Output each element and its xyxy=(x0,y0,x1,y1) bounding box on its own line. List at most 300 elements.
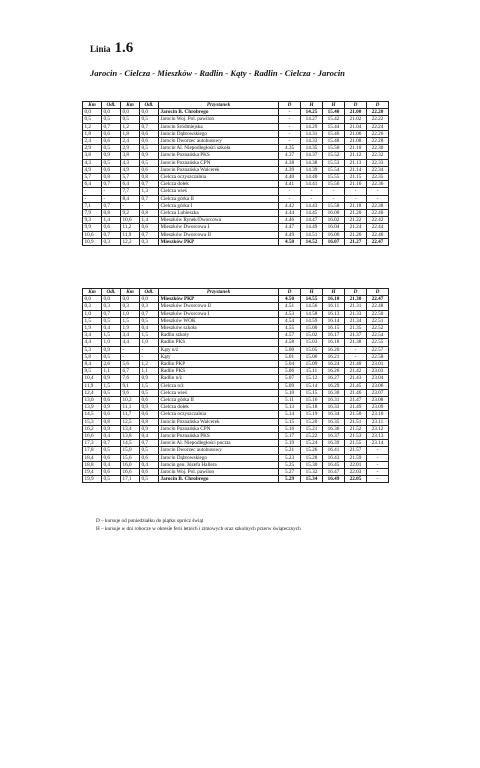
departure-time: 21.50 xyxy=(345,411,367,418)
distance-cell: - xyxy=(140,353,159,360)
distance-cell: 0,7 xyxy=(102,310,121,317)
km-cell: 0,0 xyxy=(121,109,140,116)
departure-time: 22.42 xyxy=(367,217,389,224)
km-cell: 17,3 xyxy=(83,440,102,447)
distance-cell: 0,5 xyxy=(102,389,121,396)
departure-time: 15.22 xyxy=(301,433,323,440)
departure-time: 4.38 xyxy=(279,159,301,166)
departure-time: 21.38 xyxy=(345,339,367,346)
departure-time: 15.18 xyxy=(301,404,323,411)
table-row xyxy=(83,166,389,173)
distance-cell: 0,5 xyxy=(140,389,159,396)
distance-cell: 0,9 xyxy=(102,152,121,159)
departure-time: 16.00 xyxy=(323,210,345,217)
departure-time: 14.49 xyxy=(301,224,323,231)
departure-time: 21.33 xyxy=(345,310,367,317)
stop-name: Cielcza wieś xyxy=(159,389,279,396)
stop-name: Cielcza oczyszczalnia xyxy=(159,411,279,418)
km-cell: 5,7 xyxy=(83,174,102,181)
distance-cell: 1,3 xyxy=(140,188,159,195)
km-cell: 9,6 xyxy=(121,389,140,396)
departure-time: 23.01 xyxy=(367,361,389,368)
km-cell: 11,9 xyxy=(121,231,140,238)
column-header: Odl. xyxy=(140,102,159,109)
km-cell: 1,8 xyxy=(83,130,102,137)
departure-time: 22.36 xyxy=(367,181,389,188)
column-header: Przystanek xyxy=(159,102,279,109)
km-cell: 1,2 xyxy=(83,123,102,130)
km-cell: 14,5 xyxy=(121,440,140,447)
departure-time: 16.47 xyxy=(323,469,345,476)
route-description: Jarocin - Cielcza - Mieszków - Radlin - Kąty - Radlin - Cielcza - Jarocin xyxy=(90,68,345,78)
departure-time: 15.53 xyxy=(323,159,345,166)
km-cell: 16,6 xyxy=(83,433,102,440)
departure-time: 16.39 xyxy=(323,440,345,447)
distance-cell: 0,5 xyxy=(102,145,121,152)
departure-time: 4.41 xyxy=(279,181,301,188)
legend-notes xyxy=(96,517,301,533)
departure-time: 16.18 xyxy=(323,339,345,346)
distance-cell: 0,5 xyxy=(140,145,159,152)
distance-cell: 0,6 xyxy=(140,138,159,145)
departure-time: 22.57 xyxy=(367,346,389,353)
departure-time: 21.31 xyxy=(345,303,367,310)
departure-time: 16.20 xyxy=(323,346,345,353)
table-row xyxy=(83,389,389,396)
departure-time: 16.29 xyxy=(323,382,345,389)
stop-name: Jarocin Poznańska CPN xyxy=(159,425,279,432)
departure-time: 23.04 xyxy=(367,375,389,382)
departure-time: 14.27 xyxy=(301,116,323,123)
departure-time: 14.45 xyxy=(301,210,323,217)
km-cell: 15,3 xyxy=(83,418,102,425)
distance-cell: 0,7 xyxy=(102,231,121,238)
stop-name: Radlin PKP xyxy=(159,361,279,368)
distance-cell: 1,5 xyxy=(102,382,121,389)
column-header: D xyxy=(367,102,389,109)
column-header: Km xyxy=(121,102,140,109)
departure-time: 16.02 xyxy=(323,217,345,224)
line-title xyxy=(90,40,133,57)
departure-time: 21.59 xyxy=(345,454,367,461)
table-row xyxy=(83,231,389,238)
km-cell: 5,3 xyxy=(83,346,102,353)
km-cell: 14,5 xyxy=(83,411,102,418)
distance-cell: 0,6 xyxy=(102,130,121,137)
departure-time: 21.04 xyxy=(345,123,367,130)
departure-time: 5.06 xyxy=(279,368,301,375)
legend-note-d: D – kursuje od poniedziałku do piątku oprócz świąt xyxy=(96,518,204,524)
distance-cell: 0,6 xyxy=(102,454,121,461)
km-cell: 5,8 xyxy=(83,353,102,360)
stop-name: Jarocin B. Chrobrego xyxy=(159,476,279,483)
departure-time: 15.54 xyxy=(323,166,345,173)
table-row xyxy=(83,145,389,152)
km-cell: 16,2 xyxy=(83,425,102,432)
column-header: Km xyxy=(83,102,102,109)
departure-time: 22.34 xyxy=(367,166,389,173)
departure-time: 15.55 xyxy=(323,174,345,181)
table-row xyxy=(83,476,389,483)
distance-cell: 0,5 xyxy=(140,447,159,454)
column-header: D xyxy=(279,102,301,109)
stop-name: Radlin PKS xyxy=(159,339,279,346)
table-row xyxy=(83,210,389,217)
departure-time: - xyxy=(279,130,301,137)
departure-time: 22.58 xyxy=(367,353,389,360)
departure-time: - xyxy=(345,346,367,353)
distance-cell: 0,5 xyxy=(102,317,121,324)
km-cell: 17,8 xyxy=(83,447,102,454)
distance-cell: - xyxy=(140,346,159,353)
departure-time: 16.34 xyxy=(323,411,345,418)
distance-cell: 0,8 xyxy=(140,418,159,425)
departure-time: 22.30 xyxy=(367,145,389,152)
departure-time: 21.26 xyxy=(345,231,367,238)
km-cell: 2,4 xyxy=(121,138,140,145)
km-cell: 4,3 xyxy=(83,159,102,166)
table-row xyxy=(83,116,389,123)
stop-name: Cielcza Lubieszka xyxy=(159,210,279,217)
departure-time: 21.18 xyxy=(345,202,367,209)
table-row xyxy=(83,375,389,382)
column-header: Odl. xyxy=(102,289,121,296)
distance-cell: 0,0 xyxy=(102,296,121,303)
table-row xyxy=(83,361,389,368)
stop-name: Jarocin Śródmiejska xyxy=(159,123,279,130)
departure-time: 16.17 xyxy=(323,332,345,339)
km-cell: 3,8 xyxy=(83,152,102,159)
distance-cell: 0,5 xyxy=(102,447,121,454)
distance-cell: 0,0 xyxy=(140,109,159,116)
km-cell: 4,3 xyxy=(121,159,140,166)
departure-time: 15.46 xyxy=(323,130,345,137)
km-cell: 1,5 xyxy=(121,317,140,324)
column-header: D xyxy=(367,289,389,296)
stop-name: Cielcza dołek xyxy=(159,404,279,411)
distance-cell: 0,9 xyxy=(102,425,121,432)
km-cell: 2,4 xyxy=(83,138,102,145)
departure-time: - xyxy=(301,195,323,202)
departure-time: 15.44 xyxy=(323,123,345,130)
departure-time: 14.31 xyxy=(301,130,323,137)
table-row xyxy=(83,433,389,440)
departure-time: - xyxy=(301,188,323,195)
departure-time: 15.14 xyxy=(301,382,323,389)
departure-time: 4.39 xyxy=(279,166,301,173)
stop-name: Kąty xyxy=(159,353,279,360)
distance-cell: 0,6 xyxy=(102,469,121,476)
departure-time: 4.54 xyxy=(279,317,301,324)
departure-time: 23.13 xyxy=(367,433,389,440)
table-row xyxy=(83,188,389,195)
table-row xyxy=(83,332,389,339)
departure-time: 16.21 xyxy=(323,353,345,360)
distance-cell: 0,3 xyxy=(140,238,159,245)
departure-time: 14.56 xyxy=(301,303,323,310)
departure-time: - xyxy=(367,188,389,195)
column-header: H xyxy=(323,289,345,296)
stop-name: Jarocin Woj. Pol. pawilon xyxy=(159,469,279,476)
departure-time: 15.15 xyxy=(301,389,323,396)
departure-time: 22.44 xyxy=(367,224,389,231)
distance-cell: 0,3 xyxy=(102,238,121,245)
distance-cell: 0,8 xyxy=(102,174,121,181)
departure-time: 23.14 xyxy=(367,440,389,447)
departure-time: 4.57 xyxy=(279,332,301,339)
stop-name: Jarocin Woj. Pol. pawilon xyxy=(159,116,279,123)
departure-time: 5.15 xyxy=(279,418,301,425)
departure-time: 22.51 xyxy=(367,317,389,324)
table-row xyxy=(83,152,389,159)
departure-time: 14.33 xyxy=(301,138,323,145)
km-cell: 3,4 xyxy=(121,332,140,339)
stop-name: Jarocin Dworzec autobusowy xyxy=(159,447,279,454)
departure-time: 21.14 xyxy=(345,166,367,173)
departure-time: 14.52 xyxy=(301,238,323,245)
stop-name: Radlin PKS xyxy=(159,368,279,375)
departure-time: 15.40 xyxy=(323,109,345,116)
table-row xyxy=(83,447,389,454)
departure-time: 14.29 xyxy=(301,123,323,130)
distance-cell: 0,7 xyxy=(140,310,159,317)
departure-time: 22.28 xyxy=(367,138,389,145)
departure-time: - xyxy=(279,138,301,145)
distance-cell: 0,8 xyxy=(102,210,121,217)
departure-time: 21.47 xyxy=(345,397,367,404)
departure-time: 14.58 xyxy=(301,310,323,317)
table-row xyxy=(83,224,389,231)
km-cell: 11,2 xyxy=(121,224,140,231)
departure-time: 15.03 xyxy=(301,339,323,346)
departure-time: 14.35 xyxy=(301,145,323,152)
departure-time: 15.02 xyxy=(301,332,323,339)
km-cell: 4,4 xyxy=(83,339,102,346)
departure-time: 15.00 xyxy=(301,325,323,332)
departure-time: - xyxy=(367,454,389,461)
stop-name: Jarocin Poznańska CPN xyxy=(159,159,279,166)
stop-name: Mieszków PKP xyxy=(159,238,279,245)
km-cell: 13,8 xyxy=(121,433,140,440)
stop-name: Cielcza górka II xyxy=(159,397,279,404)
departure-time: 16.06 xyxy=(323,231,345,238)
table-row xyxy=(83,440,389,447)
distance-cell: 0,3 xyxy=(102,303,121,310)
distance-cell: 1,5 xyxy=(140,332,159,339)
stop-name: Mieszków Rynek/Dworcowa xyxy=(159,217,279,224)
distance-cell: 0,7 xyxy=(140,123,159,130)
km-cell: 16,0 xyxy=(121,461,140,468)
distance-cell: 0,6 xyxy=(102,411,121,418)
departure-time: 14.25 xyxy=(301,109,323,116)
departure-time: 23.10 xyxy=(367,411,389,418)
distance-cell: 0,6 xyxy=(140,166,159,173)
departure-time: 4.42 xyxy=(279,202,301,209)
table-row xyxy=(83,130,389,137)
distance-cell: 0,0 xyxy=(102,109,121,116)
column-header: D xyxy=(345,102,367,109)
departure-time: 16.14 xyxy=(323,317,345,324)
distance-cell: 0,4 xyxy=(140,433,159,440)
departure-time: 16.27 xyxy=(323,375,345,382)
distance-cell: - xyxy=(140,202,159,209)
departure-time: 22.54 xyxy=(367,332,389,339)
distance-cell: 0,6 xyxy=(102,397,121,404)
km-cell: 10,4 xyxy=(83,375,102,382)
km-cell: 7,1 xyxy=(83,202,102,209)
km-cell: 8,4 xyxy=(83,361,102,368)
departure-time: 4.55 xyxy=(279,325,301,332)
distance-cell: 0,6 xyxy=(140,469,159,476)
distance-cell: 0,6 xyxy=(102,138,121,145)
departure-time: 14.43 xyxy=(301,202,323,209)
stop-name: Jarocin Poznańska Walcerek xyxy=(159,166,279,173)
departure-time: 21.08 xyxy=(345,138,367,145)
stop-name: Jarocin B. Chrobrego xyxy=(159,109,279,116)
km-cell: 4,9 xyxy=(121,166,140,173)
departure-time: 22.22 xyxy=(367,116,389,123)
departure-time: 22.20 xyxy=(367,109,389,116)
distance-cell: 0,8 xyxy=(140,174,159,181)
km-cell: 2,9 xyxy=(83,145,102,152)
table-row xyxy=(83,202,389,209)
departure-time: 5.01 xyxy=(279,353,301,360)
departure-time: 16.43 xyxy=(323,454,345,461)
departure-time: 5.16 xyxy=(279,425,301,432)
distance-cell: 0,8 xyxy=(140,210,159,217)
km-cell: 17,1 xyxy=(121,476,140,483)
departure-time: 22.35 xyxy=(367,174,389,181)
departure-time: 4.37 xyxy=(279,152,301,159)
departure-time: 14.55 xyxy=(301,296,323,303)
column-header: H xyxy=(323,102,345,109)
stop-name: Radlin szkoły xyxy=(159,332,279,339)
km-cell: 1,5 xyxy=(83,317,102,324)
table-row xyxy=(83,159,389,166)
distance-cell: 0,5 xyxy=(102,476,121,483)
departure-time: 23.12 xyxy=(367,425,389,432)
departure-time: - xyxy=(367,447,389,454)
table-row xyxy=(83,303,389,310)
departure-time: 21.35 xyxy=(345,325,367,332)
departure-time: 22.40 xyxy=(367,210,389,217)
distance-cell: - xyxy=(102,188,121,195)
stop-name: Cielcza n/ż xyxy=(159,382,279,389)
departure-time: 21.24 xyxy=(345,224,367,231)
departure-time: 4.53 xyxy=(279,310,301,317)
departure-time: 15.50 xyxy=(323,145,345,152)
line-prefix: Linia xyxy=(90,44,111,54)
departure-time: 5.25 xyxy=(279,461,301,468)
table-row xyxy=(83,368,389,375)
departure-time: 22.55 xyxy=(367,339,389,346)
departure-time: 4.35 xyxy=(279,145,301,152)
km-cell: 18,4 xyxy=(83,454,102,461)
distance-cell: 1,0 xyxy=(140,339,159,346)
departure-time: 22.47 xyxy=(367,238,389,245)
distance-cell: 0,9 xyxy=(140,152,159,159)
distance-cell: 0,9 xyxy=(102,346,121,353)
departure-time: 22.01 xyxy=(345,461,367,468)
departure-time: 21.27 xyxy=(345,238,367,245)
distance-cell: 0,5 xyxy=(102,159,121,166)
table-row xyxy=(83,123,389,130)
departure-time: 4.47 xyxy=(279,224,301,231)
km-cell: 11,9 xyxy=(83,382,102,389)
km-cell: 9,9 xyxy=(83,224,102,231)
departure-time: 5.09 xyxy=(279,382,301,389)
departure-time: 21.53 xyxy=(345,433,367,440)
km-cell: 9,2 xyxy=(121,210,140,217)
distance-cell: 0,5 xyxy=(140,159,159,166)
distance-cell: 0,6 xyxy=(140,454,159,461)
header-row xyxy=(83,102,389,109)
distance-cell: 0,6 xyxy=(102,166,121,173)
table-row xyxy=(83,317,389,324)
departure-time: - xyxy=(367,476,389,483)
departure-time: 5.29 xyxy=(279,476,301,483)
distance-cell: 0,9 xyxy=(140,425,159,432)
departure-time: 4.49 xyxy=(279,231,301,238)
departure-time: 5.21 xyxy=(279,447,301,454)
stop-name: Jarocin Dąbrowskiego xyxy=(159,454,279,461)
distance-cell: 1,1 xyxy=(102,368,121,375)
km-cell: 1,0 xyxy=(83,310,102,317)
header-row xyxy=(83,289,389,296)
km-cell: - xyxy=(83,188,102,195)
departure-time: 5.07 xyxy=(279,375,301,382)
departure-time: 5.00 xyxy=(279,346,301,353)
departure-time: 23.07 xyxy=(367,389,389,396)
table-row xyxy=(83,181,389,188)
departure-time: 15.58 xyxy=(323,202,345,209)
distance-cell: 0,7 xyxy=(102,123,121,130)
departure-time: - xyxy=(279,195,301,202)
km-cell: 1,8 xyxy=(121,130,140,137)
distance-cell: 0,7 xyxy=(140,195,159,202)
timetable-return xyxy=(82,288,389,483)
departure-time: 15.20 xyxy=(301,418,323,425)
departure-time: 5.23 xyxy=(279,454,301,461)
table-row xyxy=(83,296,389,303)
stop-name: Mieszków Dworcowa II xyxy=(159,303,279,310)
distance-cell: 0,9 xyxy=(140,375,159,382)
departure-time: 16.36 xyxy=(323,425,345,432)
table-row xyxy=(83,418,389,425)
km-cell: 9,1 xyxy=(121,382,140,389)
departure-time: 21.55 xyxy=(345,440,367,447)
distance-cell: 0,9 xyxy=(102,375,121,382)
table-row xyxy=(83,411,389,418)
table-row xyxy=(83,310,389,317)
table-row xyxy=(83,238,389,245)
km-cell: 12,2 xyxy=(121,238,140,245)
km-cell: 6,4 xyxy=(121,181,140,188)
departure-time: - xyxy=(279,123,301,130)
distance-cell: 1,4 xyxy=(102,217,121,224)
departure-time: 23.06 xyxy=(367,382,389,389)
departure-time: 14.41 xyxy=(301,181,323,188)
km-cell: 13,0 xyxy=(83,397,102,404)
departure-time: 15.19 xyxy=(301,411,323,418)
departure-time: 16.49 xyxy=(323,476,345,483)
table-row xyxy=(83,109,389,116)
distance-cell: 0,4 xyxy=(102,461,121,468)
stop-name: Jarocin gen. Józefa Hallera xyxy=(159,461,279,468)
table-row xyxy=(83,404,389,411)
stop-name: Kąty n/ż xyxy=(159,346,279,353)
departure-time: 22.05 xyxy=(345,476,367,483)
